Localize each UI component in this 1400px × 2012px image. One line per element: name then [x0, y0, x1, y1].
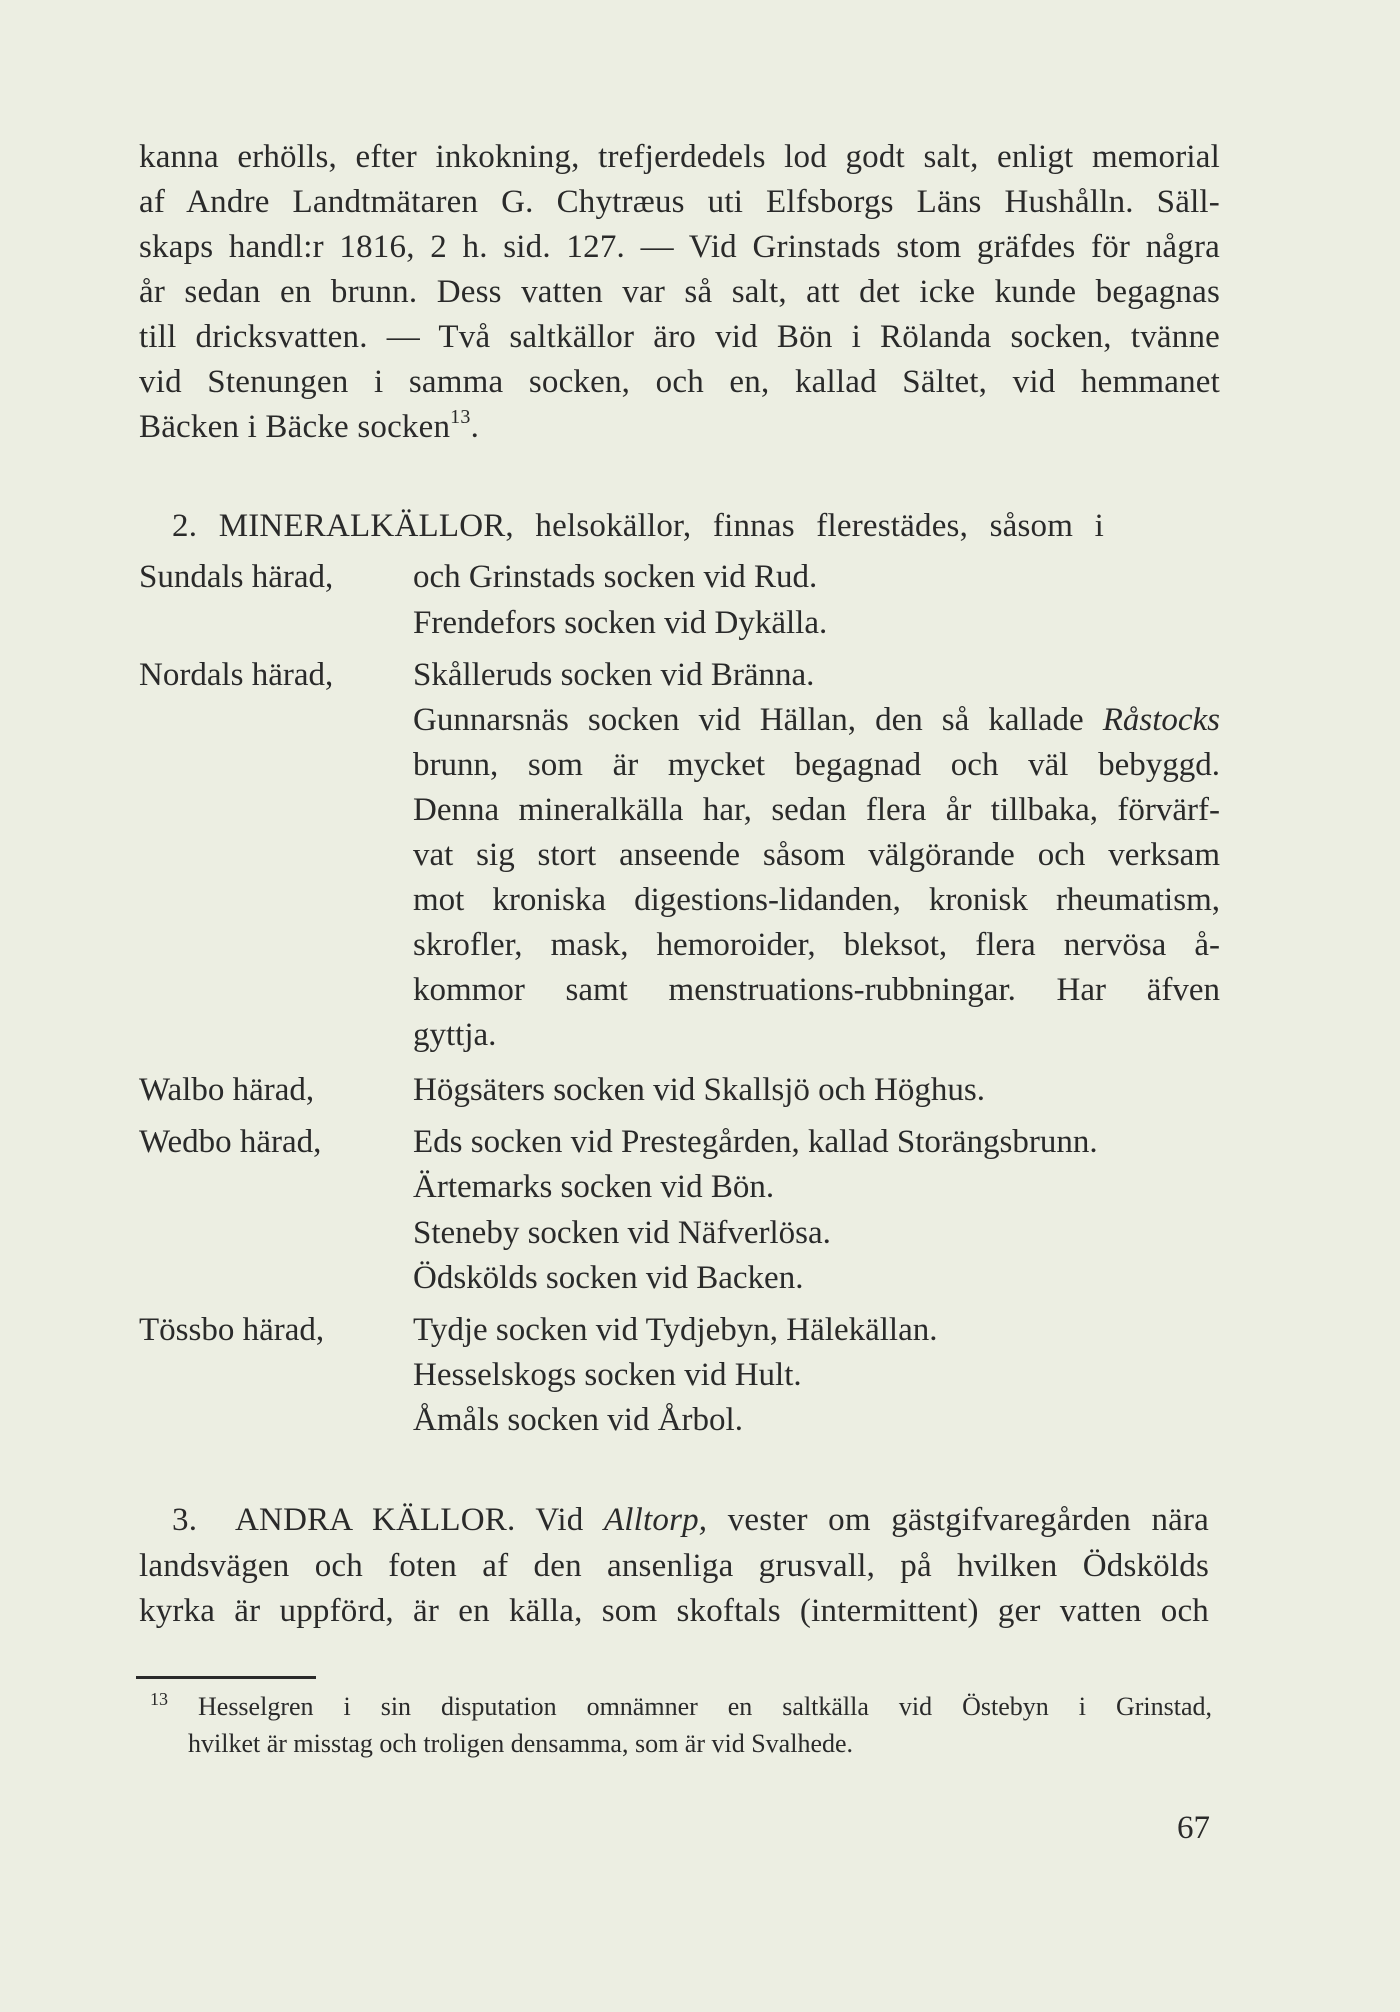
page-number: 67	[1177, 1810, 1210, 1846]
source-entry: Åmåls socken vid Årbol.	[413, 1402, 743, 1438]
source-entry: skrofler, mask, hemoroider, bleksot, flera nervösa å-	[413, 927, 1220, 963]
paragraph-line: vid Stenungen i samma socken, och en, kallad Sältet, vid hemmanet	[139, 364, 1220, 400]
harad-label-tossbo: Tössbo härad,	[139, 1312, 325, 1348]
source-entry: vat sig stort anseende såsom välgörande och verksam	[413, 837, 1220, 873]
source-entry: Hesselskogs socken vid Hult.	[413, 1357, 802, 1393]
paragraph-last-line	[139, 407, 479, 447]
footnote-text: Hesselgren i sin disputation omnämner en saltkälla vid Östebyn i Grinstad,	[198, 1692, 1213, 1721]
harad-label-wedbo: Wedbo härad,	[139, 1124, 322, 1160]
paragraph-line: landsvägen och foten af den ansenliga grusvall, på hvilken Ödskölds	[139, 1548, 1209, 1584]
harad-label-walbo: Walbo härad,	[139, 1072, 315, 1108]
italic-place-name: Råstocks	[1102, 702, 1221, 738]
source-entry-text: Gunnarsnäs socken vid Hällan, den så kallade	[413, 702, 1084, 738]
source-entry: Ärtemarks socken vid Bön.	[413, 1169, 775, 1205]
paragraph-text: Bäcken i Bäcke socken	[139, 409, 451, 445]
source-entry: Tydje socken vid Tydjebyn, Hälekällan.	[413, 1312, 938, 1348]
source-entry: kommor samt menstruations-rubbningar. Har äfven	[413, 972, 1220, 1008]
paragraph-line: af Andre Landtmätaren G. Chytræus uti Elfsborgs Läns Hushålln. Säll-	[139, 184, 1220, 220]
source-entry: Eds socken vid Prestegården, kallad Storängsbrunn.	[413, 1124, 1098, 1160]
source-entry: Denna mineralkälla har, sedan flera år tillbaka, förvärf-	[413, 792, 1220, 828]
footnote-line	[150, 1690, 1212, 1724]
section-3-first-line	[235, 1500, 1209, 1540]
source-entry: Skålleruds socken vid Bränna.	[413, 657, 815, 693]
paragraph-line: kyrka är uppförd, är en källa, som skoftals (intermittent) ger vatten och	[139, 1593, 1209, 1629]
paragraph-period: .	[470, 409, 480, 445]
italic-place-name: Alltorp,	[603, 1502, 708, 1538]
section-3-heading: ANDRA KÄLLOR.	[235, 1502, 516, 1538]
source-entry	[413, 700, 1220, 740]
footnote-separator	[136, 1676, 316, 1679]
section-3-number: 3.	[172, 1502, 198, 1538]
paragraph-line: år sedan en brunn. Dess vatten var så salt, att det icke kunde begagnas	[139, 274, 1220, 310]
source-entry: Steneby socken vid Näfverlösa.	[413, 1215, 831, 1251]
source-entry: brunn, som är mycket begagnad och väl bebyggd.	[413, 747, 1220, 783]
footnote-line: hvilket är misstag och troligen densamma, som är vid Svalhede.	[188, 1729, 854, 1758]
source-entry: och Grinstads socken vid Rud.	[413, 559, 818, 595]
source-entry: gyttja.	[413, 1017, 497, 1053]
source-entry: mot kroniska digestions-lidanden, kronisk rheumatism,	[413, 882, 1220, 918]
footnote-number: 13	[150, 1689, 168, 1709]
paragraph-line: skaps handl:r 1816, 2 h. sid. 127. — Vid Grinstads stom gräfdes för några	[139, 229, 1220, 265]
section-3-text: Vid	[535, 1502, 584, 1538]
source-entry: Ödskölds socken vid Backen.	[413, 1260, 804, 1296]
source-entry: Frendefors socken vid Dykälla.	[413, 605, 828, 641]
harad-label-sundals: Sundals härad,	[139, 559, 334, 595]
harad-label-nordals: Nordals härad,	[139, 657, 334, 693]
section-2-heading: 2. MINERALKÄLLOR, helsokällor, finnas flerestädes, såsom i	[172, 508, 1104, 544]
source-entry: Högsäters socken vid Skallsjö och Höghus.	[413, 1072, 985, 1108]
section-3-text: vester om gästgifvaregården nära	[727, 1502, 1210, 1538]
footnote-reference: 13	[450, 406, 471, 428]
paragraph-line: till dricksvatten. — Två saltkällor äro vid Bön i Rölanda socken, tvänne	[139, 319, 1220, 355]
paragraph-line: kanna erhölls, efter inkokning, trefjerdedels lod godt salt, enligt memorial	[139, 139, 1220, 175]
